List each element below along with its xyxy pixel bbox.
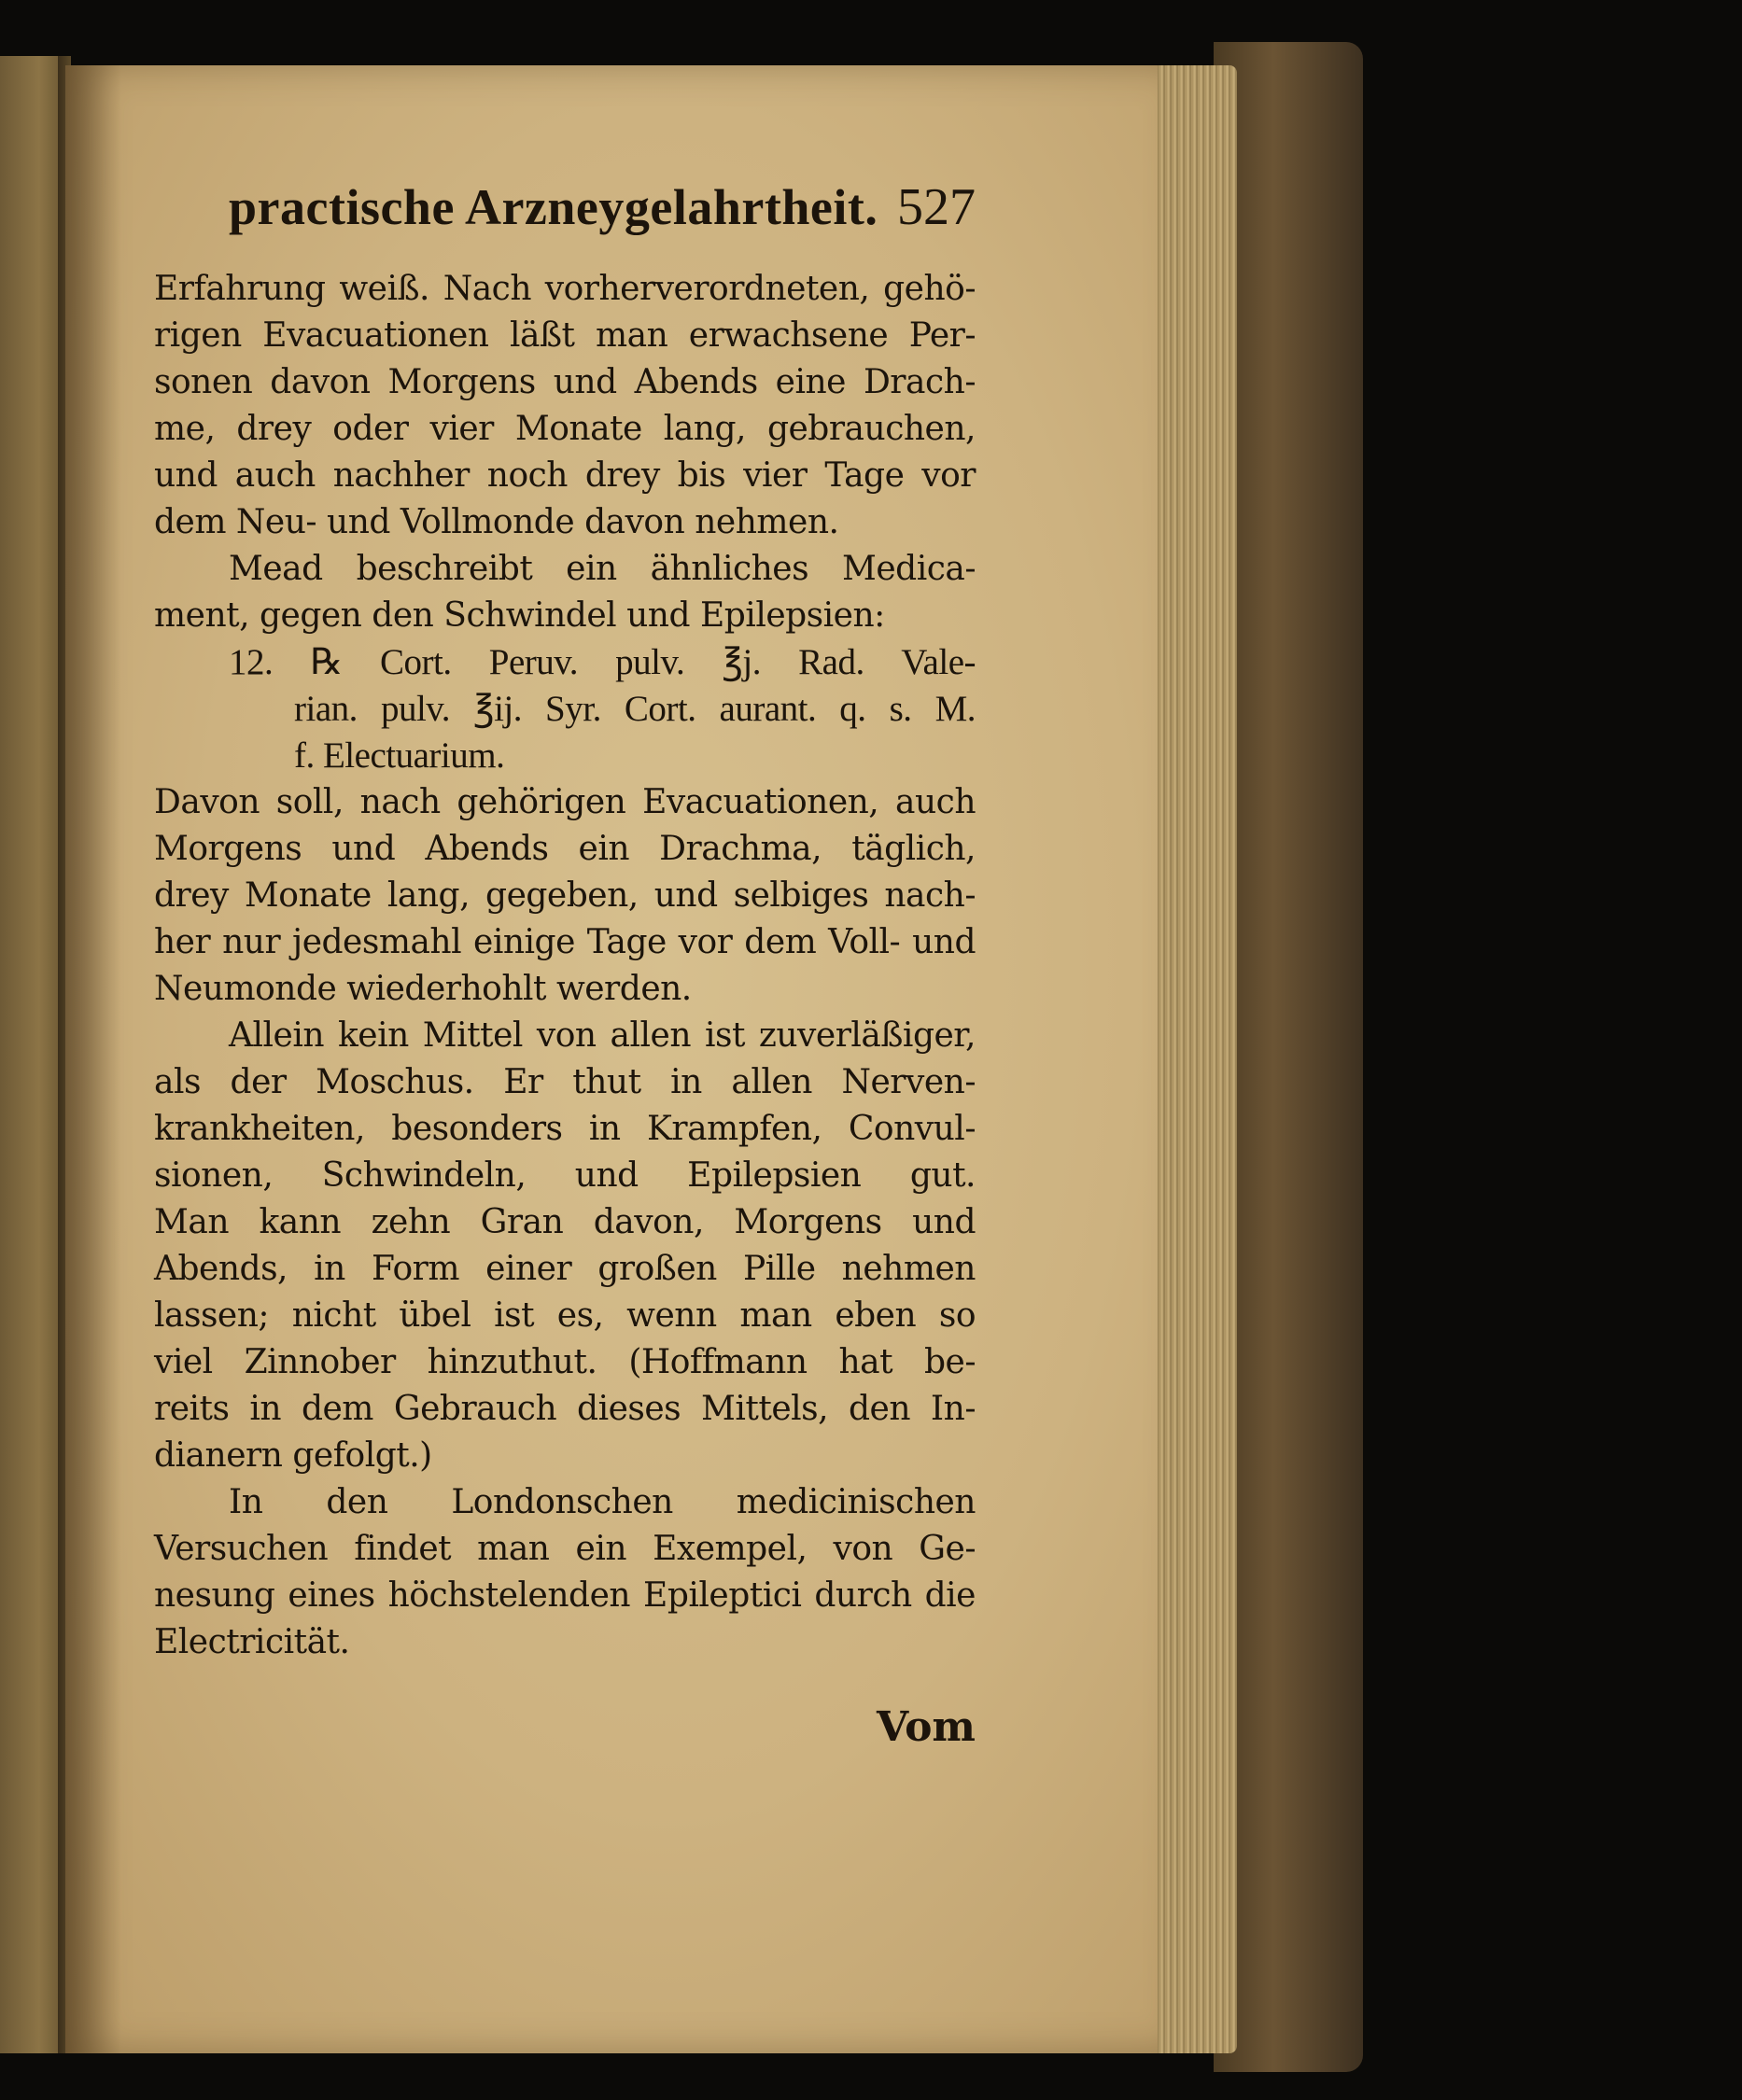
text-line: nesung eines höchstelenden Epileptici durch die [154, 1576, 976, 1615]
text-line: drey Monate lang, gegeben, und selbiges nach- [154, 876, 976, 915]
text-line: Man kann zehn Gran davon, Morgens und [154, 1203, 976, 1241]
text-line: Erfahrung weiß. Nach vorherverordneten, gehö- [154, 270, 976, 308]
text-line: Mead beschreibt ein ähnliches Medica- [229, 550, 976, 588]
text-line: und auch nachher noch drey bis vier Tage vor [154, 456, 976, 495]
text-line: Davon soll, nach gehörigen Evacuationen, auch [154, 783, 976, 821]
text-line: Electricität. [154, 1623, 350, 1661]
catchword-row [154, 1666, 976, 1778]
text-line: her nur jedesmahl einige Tage vor dem Voll- und [154, 923, 976, 961]
text-line: rigen Evacuationen läßt man erwachsene Per- [154, 316, 976, 355]
page-number: 527 [897, 178, 976, 236]
text-line: viel Zinnober hinzuthut. (Hoffmann hat be- [154, 1343, 976, 1381]
text-line: Abends, in Form einer großen Pille nehmen [154, 1250, 976, 1288]
text-line: krankheiten, besonders in Krampfen, Convul- [154, 1110, 976, 1148]
page-text [154, 177, 976, 1778]
running-head: practische Arzneygelahrtheit. [229, 179, 878, 235]
gutter-shadow [65, 65, 121, 2053]
text-line: dianern gefolgt.) [154, 1436, 432, 1475]
text-line: als der Moschus. Er thut in allen Nerven- [154, 1063, 976, 1101]
text-line: reits in dem Gebrauch dieses Mittels, den In- [154, 1390, 976, 1428]
text-line: Morgens und Abends ein Drachma, täglich, [154, 830, 976, 868]
catchword: Vom [876, 1703, 976, 1751]
text-line: Versuchen findet man ein Exempel, von Ge- [154, 1530, 976, 1568]
text-line: lassen; nicht übel ist es, wenn man eben so [154, 1296, 976, 1335]
text-line: Neumonde wiederhohlt werden. [154, 970, 692, 1008]
text-line: dem Neu- und Vollmonde davon nehmen. [154, 503, 839, 541]
text-line: sonen davon Morgens und Abends eine Drach- [154, 363, 976, 401]
page-header [154, 177, 976, 266]
prescription-line: rian. pulv. ℥ij. Syr. Cort. aurant. q. s. M. [294, 689, 976, 729]
text-line: ment, gegen den Schwindel und Epilepsien: [154, 596, 885, 635]
text-line: Allein kein Mittel von allen ist zuverläßiger, [229, 1016, 976, 1055]
text-line: me, drey oder vier Monate lang, gebrauchen, [154, 410, 976, 448]
prescription-line: 12. ℞ Cort. Peruv. pulv. ℥j. Rad. Vale- [229, 642, 976, 682]
text-line: In den Londonschen medicinischen [229, 1483, 976, 1521]
text-line: sionen, Schwindeln, und Epilepsien gut. [154, 1156, 976, 1195]
previous-page-edge [0, 56, 65, 2053]
prescription-line: f. Electuarium. [294, 735, 505, 776]
page-edges [1153, 65, 1237, 2053]
